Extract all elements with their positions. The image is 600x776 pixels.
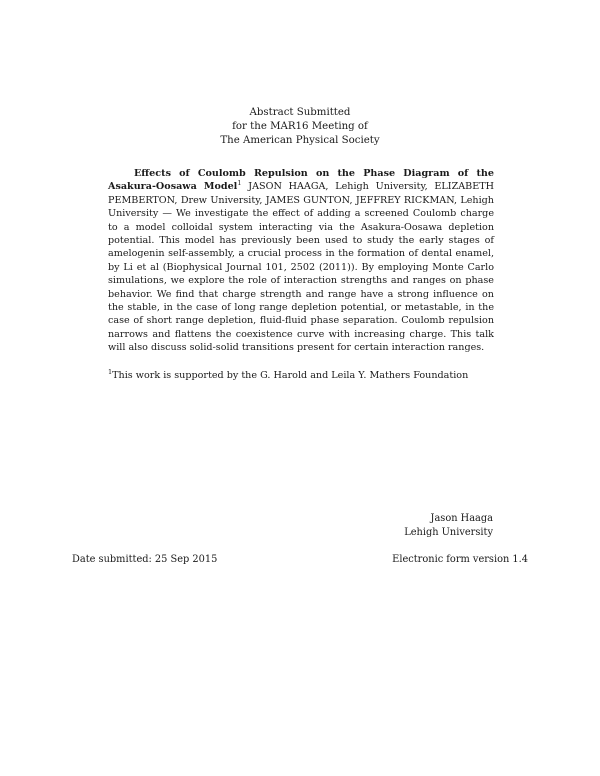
abstract-body xyxy=(108,167,494,355)
header-line-society: The American Physical Society xyxy=(220,135,380,146)
footnote-text: This work is supported by the G. Harold and Leila Y. Mathers Foundation xyxy=(112,370,469,381)
submitter-name: Jason Haaga xyxy=(430,513,493,524)
title-footnote-mark: 1 xyxy=(237,179,242,188)
form-version: Electronic form version 1.4 xyxy=(392,554,528,565)
date-submitted: Date submitted: 25 Sep 2015 xyxy=(72,554,218,565)
submitter-signature xyxy=(404,512,493,540)
header-line-abstract-submitted: Abstract Submitted xyxy=(249,107,351,118)
submission-header xyxy=(0,106,600,148)
abstract-text: JASON HAAGA, Lehigh University, ELIZABETH PEMBERTON, Drew University, JAMES GUNTON, JEFFREY RICKMAN, Lehigh University — We investigate the effect of adding a screened Coulomb charge to a model colloidal system interacting via the Asakura-Oosawa depletion potential. This model has previously been used to study the early stages of amelogenin self-assembly, a crucial process in the formation of dental enamel, by Li et al (Biophysical Journal 101, 2502 (2011)). By employing Monte Carlo simulations, we explore the role of interaction strengths and ranges on phase behavior. We find that charge strength and range have a strong influence on the stable, in the case of long range depletion potential, or metastable, in the case of short range depletion, fluid-fluid phase separation. Coulomb repulsion narrows and flattens the coexistence curve with increasing charge. This talk will also discuss solid-solid transitions present for certain interaction ranges. xyxy=(108,181,495,354)
header-line-meeting: for the MAR16 Meeting of xyxy=(232,121,368,132)
funding-footnote xyxy=(108,369,494,382)
submitter-affiliation: Lehigh University xyxy=(404,527,493,538)
footnote-mark: 1 xyxy=(108,367,113,376)
abstract-title: Effects of Coulomb Repulsion on the Phase Diagram of the Asakura-Oosawa Model xyxy=(108,168,494,193)
